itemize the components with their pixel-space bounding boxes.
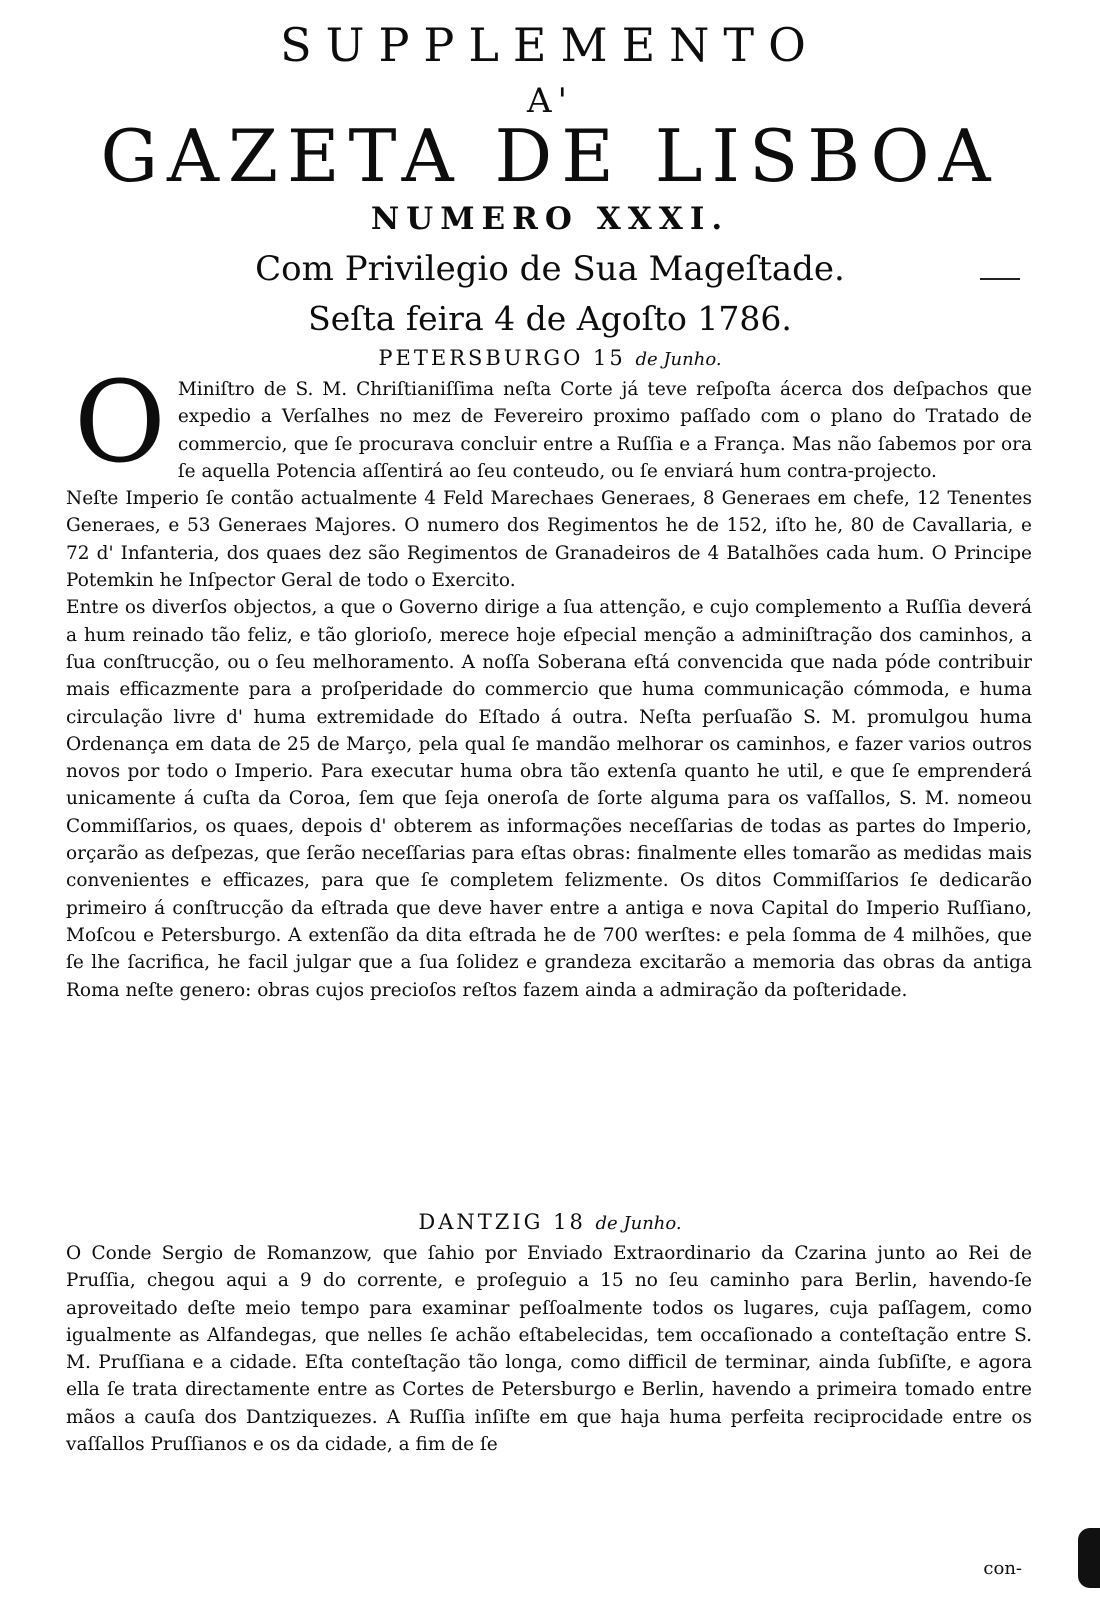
supplement-heading: SUPPLEMENTO [280,18,820,72]
paragraph: O Conde Sergio de Romanzow, que ſahio por Enviado Extraordinario da Czarina junto ao Rei de Pruſſia, chegou aqui a 9 do corrente, e proſeguio a 15 no ſeu caminho para Berlin, havendo-ſe aproveitado deſte meio tempo para examinar peſſoalmente todos os lugares, cuja paſſagem, como igualmente as Alfandegas, que nelles ſe achão eſtabelecidas, tem occaſionado a conteſtação entre S. M. Pruſſiana e a cidade. Eſta conteſtação tão longa, como difficil de terminar, ainda ſubſiſte, e agora ella ſe trata directamente entre as Cortes de Petersburgo e Berlin, havendo a primeira tomado entre mãos a cauſa dos Dantziquezes. A Ruſſia inſiſte em que haja huma perfeita reciprocidade entre os vaſſallos Pruſſianos e os da cidade, a fim de ſe [66,1243,1032,1456]
catchword: con- [983,1558,1022,1579]
issue-date: Seſta feira 4 de Agoſto 1786. [308,299,792,338]
article-dantzig [66,1240,1032,1458]
drop-cap: O [74,358,166,488]
dateline-place: PETERSBURGO 15 [378,346,626,370]
paragraph: Miniſtro de S. M. Chriſtianiſſima neſta Corte já teve reſpoſta ácerca dos deſpachos que expedio a Verſalhes no mez de Fevereiro proximo paſſado com o plano do Tratado de commercio, que ſe procurava concluir entre a Ruſſia e a França. Mas não ſabemos por ora ſe aquella Potencia aſſentirá ao ſeu conteudo, ou ſe enviará hum contra-projecto. [177,379,1032,482]
margin-dash [980,278,1020,280]
issue-number: NUMERO XXXI. [370,201,730,237]
paragraph: Neſte Imperio ſe contão actualmente 4 Feld Marechaes Generaes, 8 Generaes em chefe, 12 Tenentes Generaes, e 53 Generaes Majores. O numero dos Regimentos he de 152, iſto he, 80 de Cavallaria, e 72 d' Infanteria, dos quaes dez são Regimentos de Granadeiros de 4 Batalhões cada hum. O Principe Potemkin he Inſpector Geral de todo o Exercito. [66,488,1032,592]
dateline-date: de Junho. [635,349,722,370]
scan-edge-mark [1078,1528,1100,1588]
newspaper-title: GAZETA DE LISBOA [100,114,1000,198]
paragraph: Entre os diverſos objectos, a que o Governo dirige a ſua attenção, e cujo complemento a Ruſſia deverá a hum reinado tão feliz, e tão glorioſo, merece hoje eſpecial menção a adminiſtração dos caminhos, a ſua conſtrucção, ou o ſeu melhoramento. A noſſa Soberana eſtá convencida que nada póde contribuir mais efficazmente para a proſperidade do commercio que huma communicação cómmoda, e huma circulação livre d' huma extremidade do Eſtado á outra. Neſta perſuaſão S. M. promulgou huma Ordenança em data de 25 de Março, pela qual ſe mandão melhorar os caminhos, e fazer varios outros novos por todo o Imperio. Para executar huma obra tão extenſa quanto he util, e que ſe emprenderá unicamente á cuſta da Coroa, ſem que ſeja oneroſa de ſorte alguma para os vaſſallos, S. M. nomeou Commiſſarios, os quaes, depois d' obterem as informações neceſſarias de todas as partes do Imperio, orçarão as deſpezas, que ſerão neceſſarias para eſtas obras: finalmente elles tomarão as medidas mais convenientes e efficazes, para que ſe completem felizmente. Os ditos Commiſſarios ſe dedicarão primeiro á conſtrucção da eſtrada que deve haver entre a antiga e nova Capital do Imperio Ruſſiano, Moſcou e Petersburgo. A extenſão da dita eſtrada he de 700 werſtes: e pela ſomma de 4 milhões, que ſe lhe ſacrifica, he facil julgar que a ſua ſolidez e grandeza excitarão a memoria das obras da antiga Roma neſte genero: obras cujos precioſos reſtos fazem ainda a admiração da poſteridade. [66,597,1032,1001]
privilege-line: Com Privilegio de Sua Mageſtade. [255,249,845,289]
dateline-place: DANTZIG 18 [418,1210,586,1234]
dateline-dantzig [0,1212,1100,1233]
masthead-preposition: A' [527,81,573,121]
dateline-date: de Junho. [595,1213,682,1234]
